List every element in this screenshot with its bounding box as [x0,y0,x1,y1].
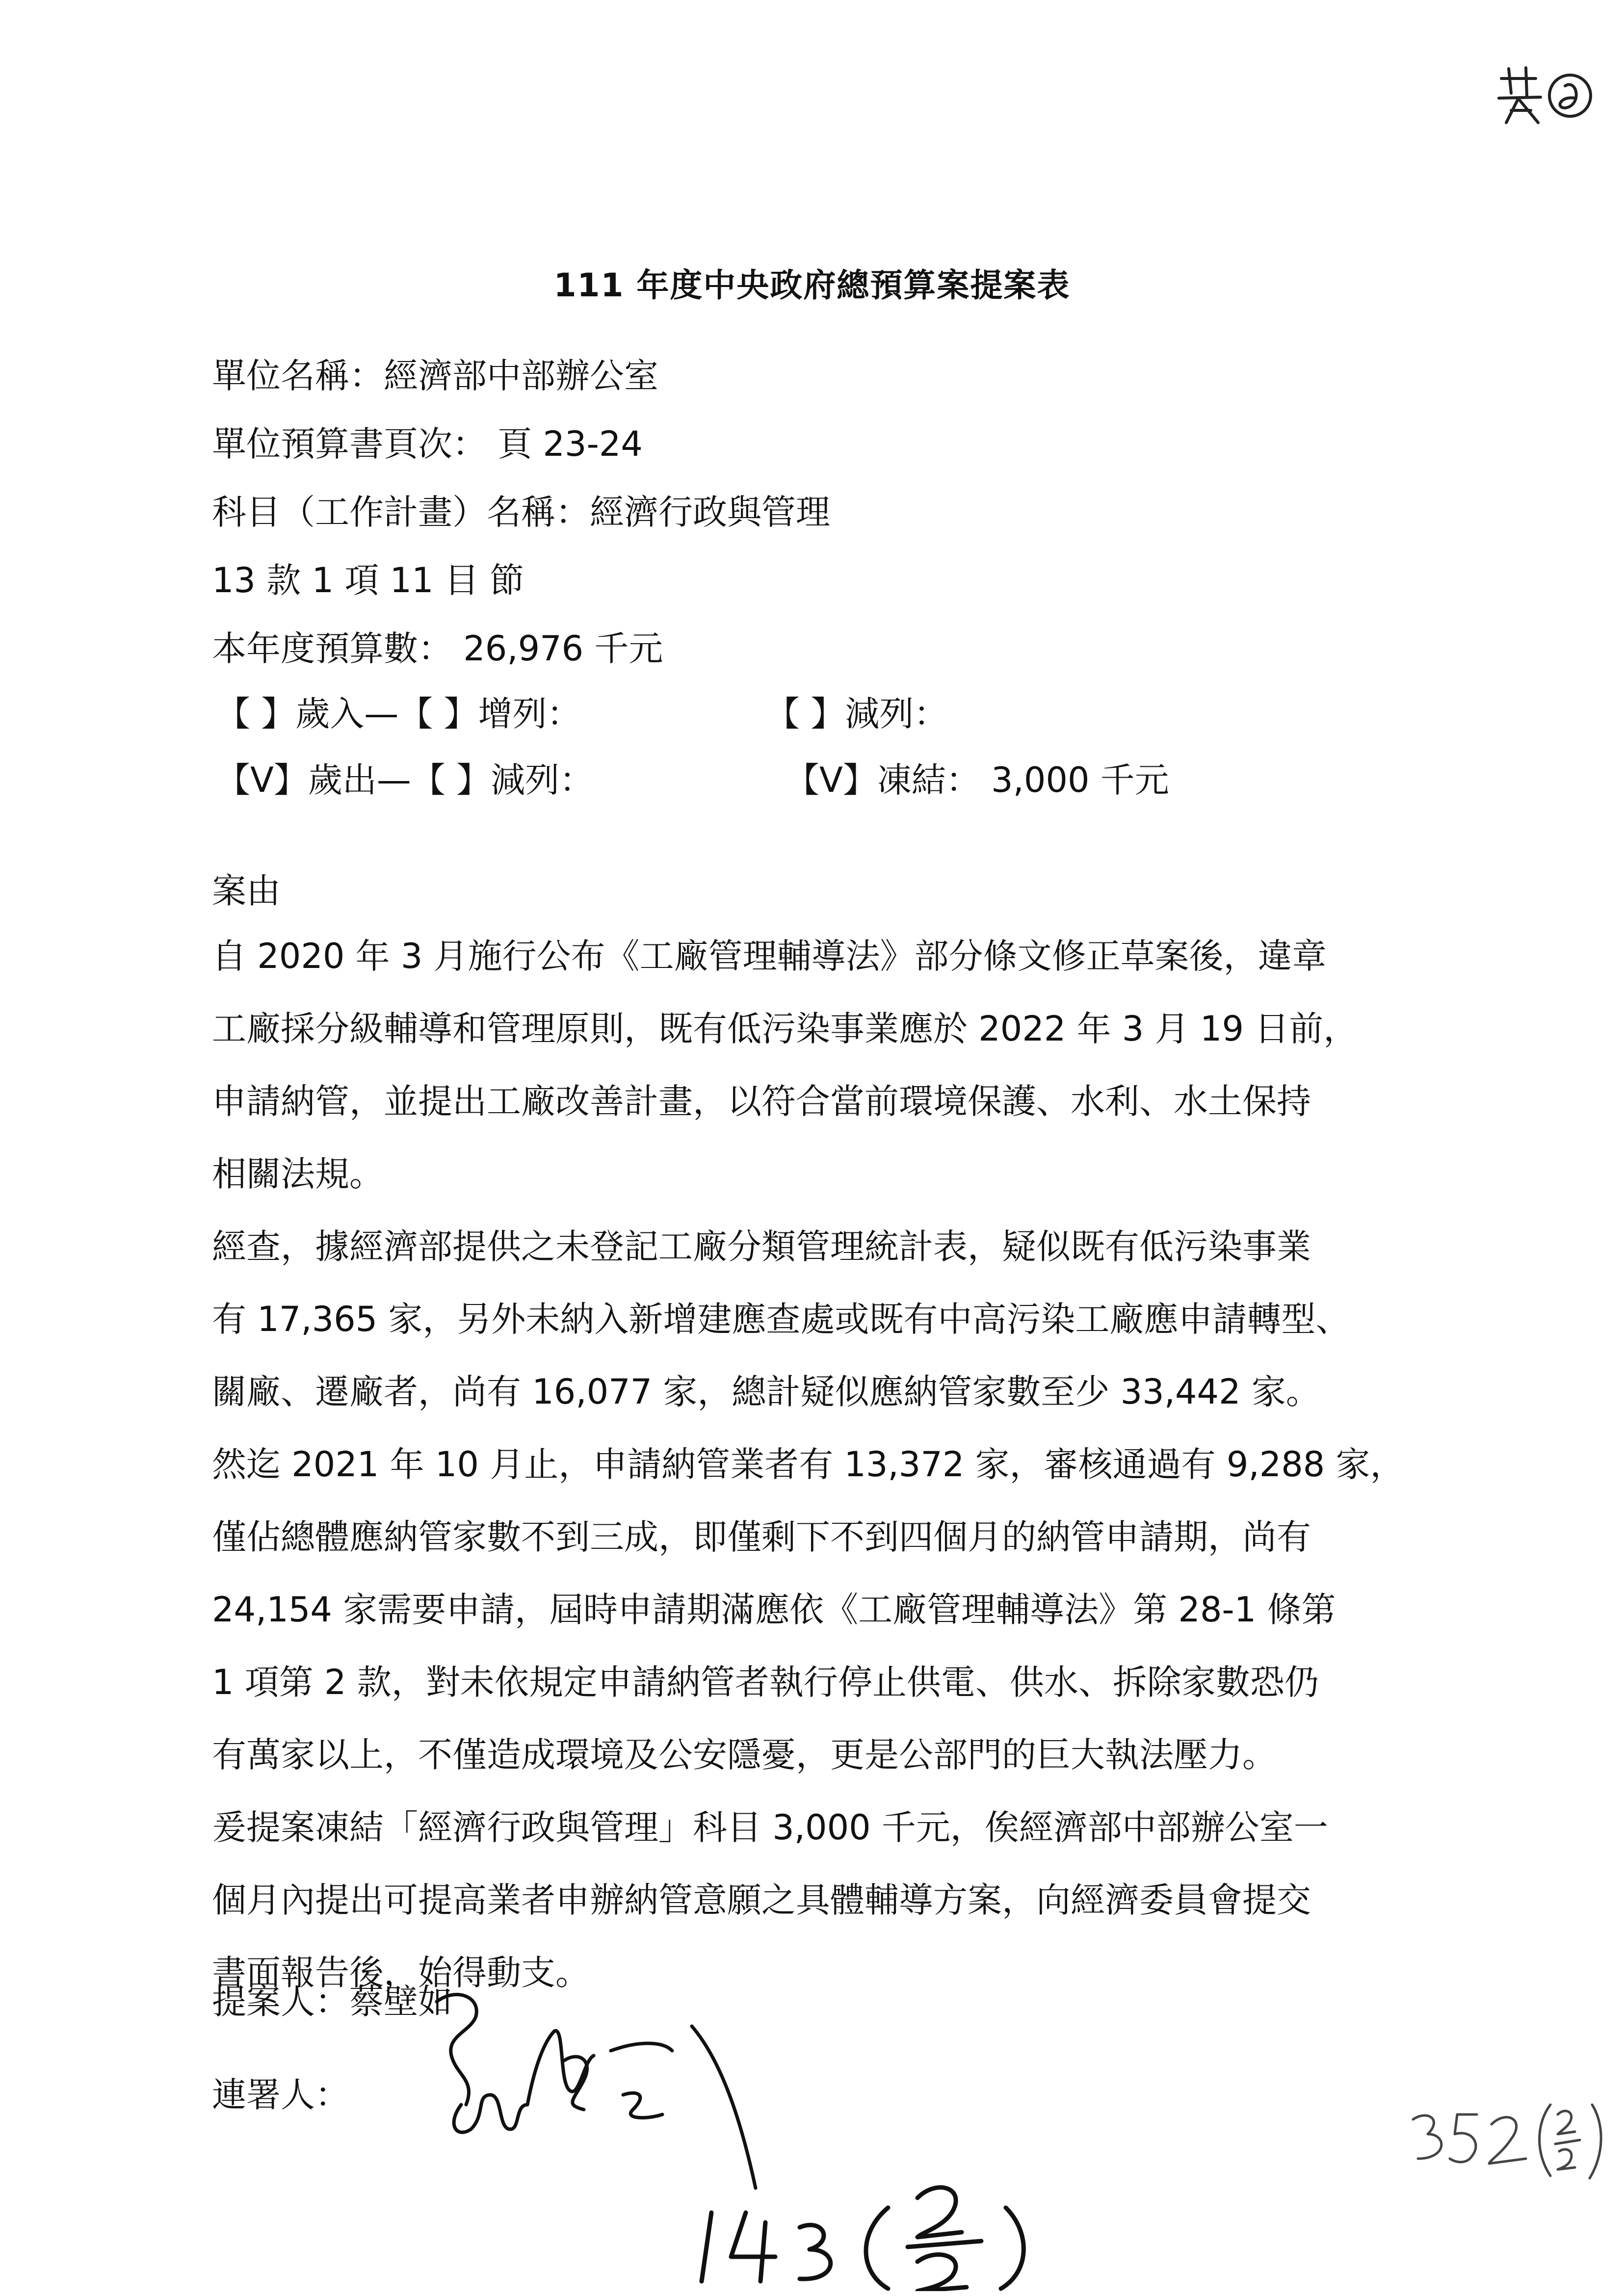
unit-name: 單位名稱：經濟部中部辦公室 [212,356,658,396]
reason-body [212,920,1488,2009]
reason-line: 個月內提出可提高業者申辦納管意願之具體輔導方案，向經濟委員會提交 [212,1880,1311,1920]
reason-line: 然迄 2021 年 10 月止，申請納管業者有 13,372 家，審核通過有 9,288 家， [212,1444,1405,1485]
reason-line: 相關法規。 [212,1154,384,1194]
freeze-option: 【V】凍結： 3,000 千元 [785,760,1169,800]
reason-line: 24,154 家需要申請，屆時申請期滿應依《工廠管理輔導法》第 28-1 條第 [212,1590,1336,1630]
reason-line: 有萬家以上，不僅造成環境及公安隱憂，更是公部門的巨大執法壓力。 [212,1735,1277,1775]
reason-line: 書面報告後，始得動支。 [212,1953,590,1993]
cosigner-label: 連署人： [212,2075,349,2115]
reason-line: 爰提案凍結「經濟行政與管理」科目 3,000 千元，俟經濟部中部辦公室一 [212,1807,1328,1848]
corner-handwritten-mark [1492,59,1599,132]
reason-heading: 案由 [212,871,281,911]
budget-page-reference: 單位預算書頁次： 頁 23-24 [212,424,643,464]
reason-line: 有 17,365 家，另外未納入新增建應查處或既有中高污染工廠應申請轉型、 [212,1299,1350,1339]
reason-line: 自 2020 年 3 月施行公布《工廠管理輔導法》部分條文修正草案後，違章 [212,936,1327,976]
income-decrease-option: 【 】減列： [765,694,948,734]
reason-line: 工廠採分級輔導和管理原則，既有低污染事業應於 2022 年 3 月 19 日前， [212,1009,1358,1049]
reason-line: 僅佔總體應納管家數不到三成，即僅剩下不到四個月的納管申請期，尚有 [212,1517,1311,1557]
income-increase-option: 【 】歲入—【 】增列： [216,694,581,734]
handwritten-corner-number [1403,2085,1609,2183]
reason-line: 申請納管，並提出工廠改善計畫，以符合當前環境保護、水利、水土保持 [212,1081,1311,1122]
annual-budget-amount: 本年度預算數： 26,976 千元 [212,628,663,669]
budget-item-number: 13 款 1 項 11 目 節 [212,560,524,600]
reason-line: 經查，據經濟部提供之未登記工廠分類管理統計表，疑似既有低污染事業 [212,1226,1311,1267]
proposer: 提案人：蔡壁如 [212,1982,452,2022]
handwritten-page-number [687,2159,1128,2291]
form-title: 111 年度中央政府總預算案提案表 [553,266,1071,304]
subject-name: 科目（工作計畫）名稱：經濟行政與管理 [212,492,830,532]
reason-line: 關廠、遷廠者，尚有 16,077 家，總計疑似應納管家數至少 33,442 家。 [212,1372,1320,1412]
expense-decrease-option: 【V】歲出—【 】減列： [216,760,594,800]
reason-line: 1 項第 2 款，對未依規定申請納管者執行停止供電、供水、拆除家數恐仍 [212,1662,1319,1702]
